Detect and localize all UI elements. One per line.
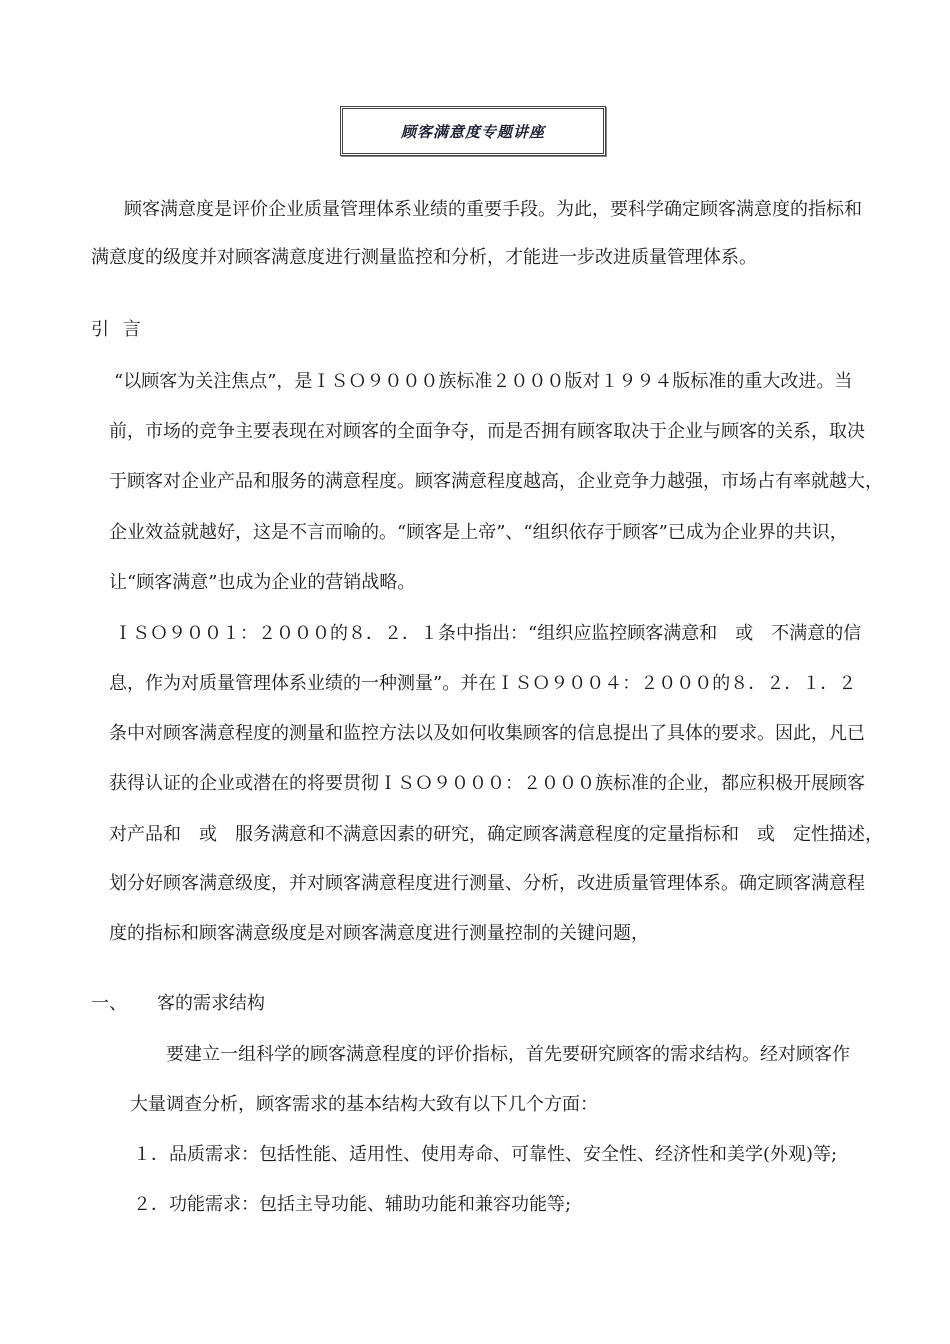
paragraph-line: ＩＳＯ９００１：２０００的８．２．１条中指出：“组织应监控顾客满意和 或 不满意的信	[114, 623, 862, 644]
paragraph-line: 获得认证的企业或潜在的将要贯彻ＩＳＯ９０００：２０００族标准的企业，都应积极开展顾客	[109, 773, 865, 794]
section1-line: 要建立一组科学的顾客满意程度的评价指标，首先要研究顾客的需求结构。经对顾客作	[166, 1044, 850, 1065]
paragraph-line: 于顾客对企业产品和服务的满意程度。顾客满意程度越高，企业竞争力越强，市场占有率就越大，	[109, 471, 883, 492]
section1-line: 大量调查分析，顾客需求的基本结构大致有以下几个方面：	[130, 1094, 598, 1115]
document-title: 顾客满意度专题讲座	[400, 122, 545, 141]
paragraph-line: 对产品和 或 服务满意和不满意因素的研究，确定顾客满意程度的定量指标和 或 定性描述，	[109, 824, 883, 845]
title-box	[340, 106, 606, 156]
section1-number: 一、	[91, 993, 127, 1014]
list-item: ２．功能需求：包括主导功能、辅助功能和兼容功能等;	[133, 1194, 572, 1215]
paragraph-line: 让“顾客满意”也成为企业的营销战略。	[109, 572, 416, 593]
paragraph-line: 划分好顾客满意级度，并对顾客满意程度进行测量、分析，改进质量管理体系。确定顾客满意程	[109, 873, 865, 894]
section1-heading: 客的需求结构	[157, 993, 265, 1014]
paragraph-line: 息，作为对质量管理体系业绩的一种测量”。并在ＩＳＯ９００４：２０００的８．２．１．２	[109, 673, 857, 694]
intro-line: 顾客满意度是评价企业质量管理体系业绩的重要手段。为此，要科学确定顾客满意度的指标和	[124, 199, 862, 220]
paragraph-line: 度的指标和顾客满意级度是对顾客满意度进行测量控制的关键问题，	[109, 923, 649, 944]
paragraph-line: “以顾客为关注焦点”，是ＩＳＯ９０００族标准２０００版对１９９４版标准的重大改进。当	[114, 371, 853, 392]
list-item: １．品质需求：包括性能、适用性、使用寿命、可靠性、安全性、经济性和美学(外观)等;	[133, 1144, 838, 1165]
intro-line: 满意度的级度并对顾客满意度进行测量监控和分析，才能进一步改进质量管理体系。	[91, 247, 757, 268]
paragraph-line: 条中对顾客满意程度的测量和监控方法以及如何收集顾客的信息提出了具体的要求。因此，凡已	[109, 723, 865, 744]
paragraph-line: 企业效益就越好，这是不言而喻的。“顾客是上帝”、“组织依存于顾客”已成为企业界的共识，	[109, 522, 848, 543]
section-intro-heading: 引 言	[91, 319, 145, 340]
paragraph-line: 前，市场的竞争主要表现在对顾客的全面争夺，而是否拥有顾客取决于企业与顾客的关系，取决	[109, 421, 865, 442]
